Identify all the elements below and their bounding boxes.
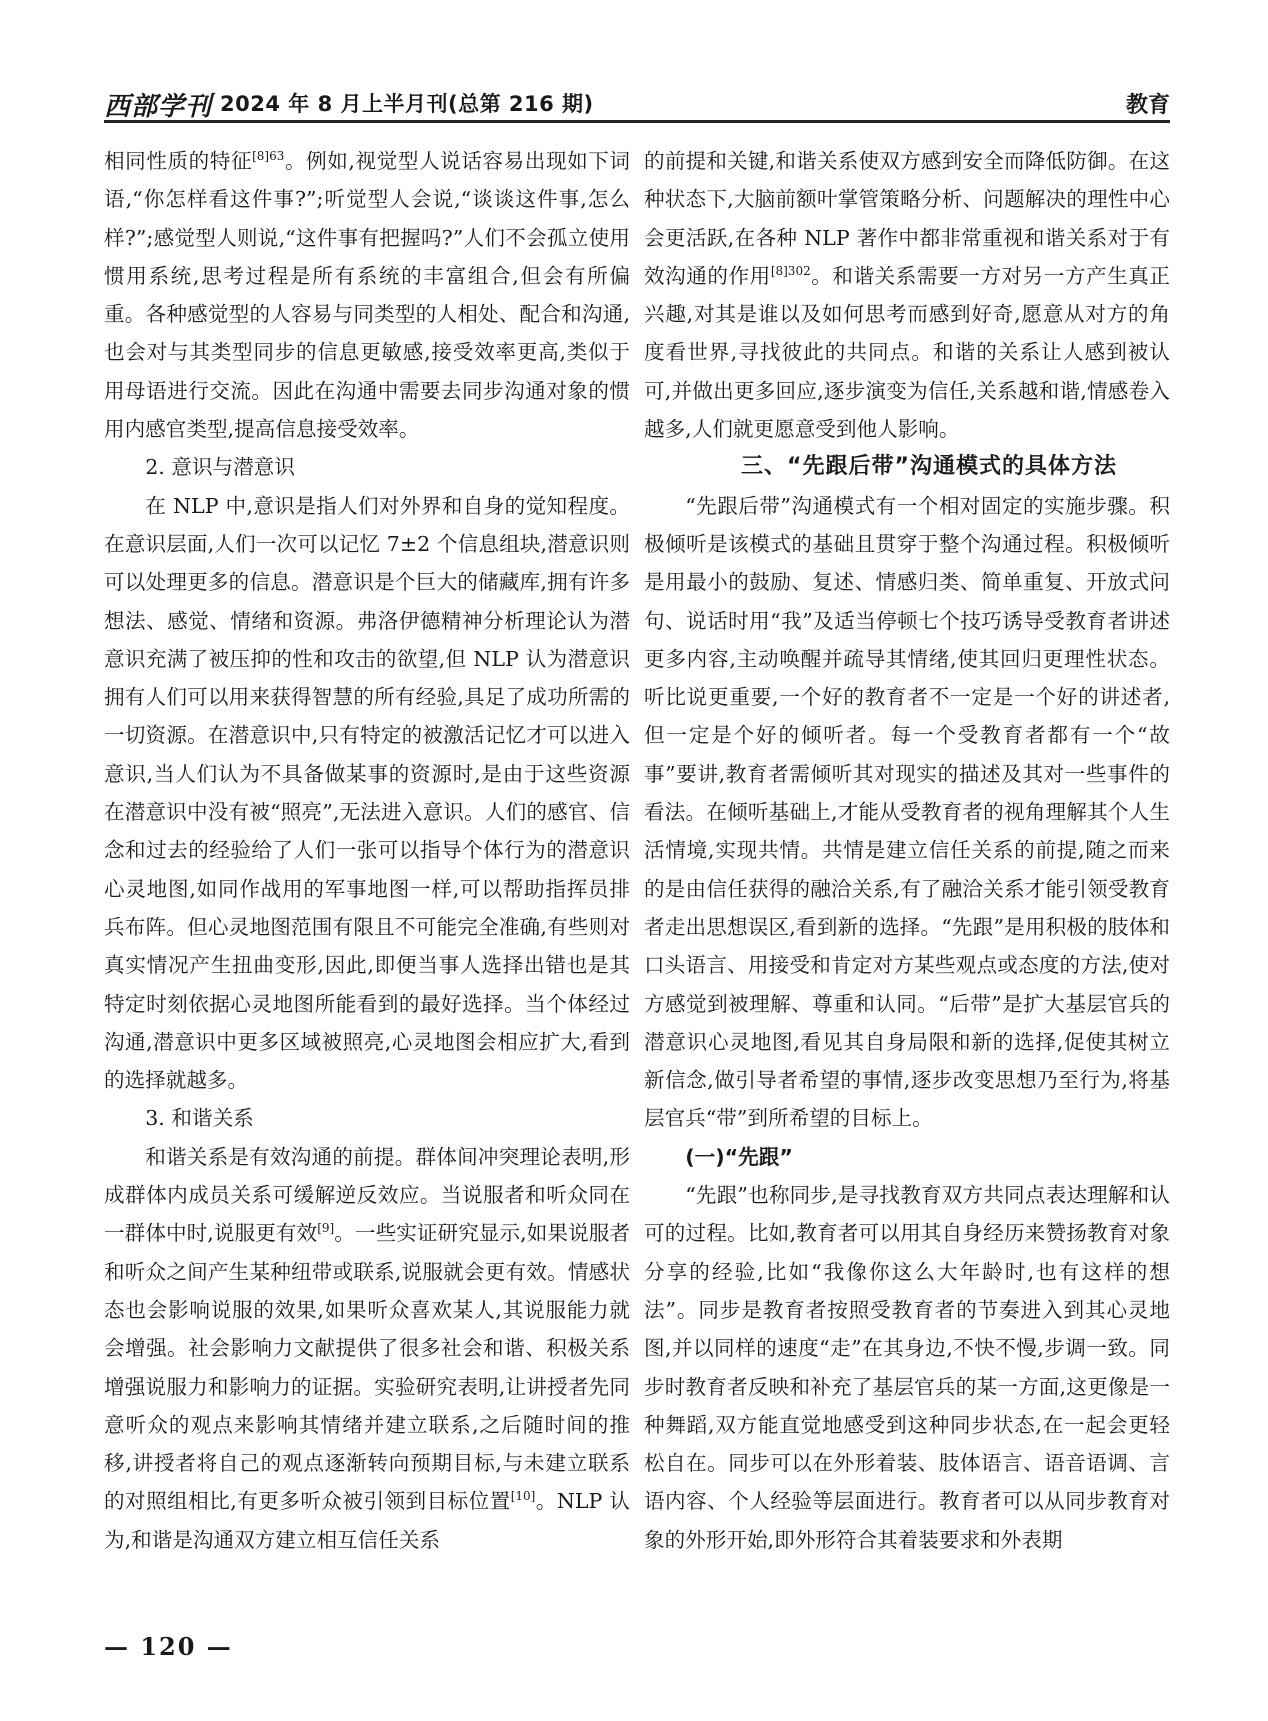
issue-info: 2024 年 8 月上半月刊(总第 216 期): [220, 92, 594, 116]
left-column: [104, 142, 630, 1559]
citation: [10]: [510, 1489, 536, 1504]
page-number: — 120 —: [104, 1632, 233, 1661]
paragraph: [104, 142, 630, 448]
text: 的前提和关键,和谐关系使双方感到安全而降低防御。在这种状态下,大脑前额叶掌管策略分析、问题解决的理性中心会更活跃,在各种 NLP 著作中都非常重视和谐关系对于有效沟通的作用: [644, 149, 1170, 288]
header-rule: [104, 120, 1170, 123]
text: 。一些实证研究显示,如果说服者和听众之间产生某种纽带或联系,说服就会更有效。情感状态也会影响说服的效果,如果听众喜欢某人,其说服能力就会增强。社会影响力文献提供了很多社会和谐、积极关系增强说服力和影响力的证据。实验研究表明,让讲授者先同意听众的观点来影响其情绪并建立联系,之后随时间的推移,讲授者将自己的观点逐渐转向预期目标,与未建立联系的对照组相比,有更多听众被引领到目标位置: [104, 1221, 631, 1514]
running-header: [104, 84, 1170, 122]
subsection-heading: 2. 意识与潜意识: [145, 455, 295, 480]
paragraph: “先跟后带”沟通模式有一个相对固定的实施步骤。积极倾听是该模式的基础且贯穿于整个沟通过程。积极倾听是用最小的鼓励、复述、情感归类、简单重复、开放式问句、说话时用“我”及适当停顿七个技巧诱导受教育者讲述更多内容,主动唤醒并疏导其情绪,使其回归更理性状态。听比说更重要,一个好的教育者不一定是一个好的讲述者,但一定是个好的倾听者。每一个受教育者都有一个“故事”要讲,教育者需倾听其对现实的描述及其对一些事件的看法。在倾听基础上,才能从受教育者的视角理解其个人生活情境,实现共情。共情是建立信任关系的前提,随之而来的是由信任获得的融洽关系,有了融洽关系才能引领受教育者走出思想误区,看到新的选择。“先跟”是用积极的肢体和口头语言、用接受和肯定对方某些观点或态度的方法,使对方感觉到被理解、尊重和认同。“后带”是扩大基层官兵的潜意识心灵地图,看见其自身局限和新的选择,促使其树立新信念,做引导者希望的事情,逐步改变思想乃至行为,将基层官兵“带”到所希望的目标上。: [644, 493, 1170, 1131]
paragraph: [644, 142, 1170, 448]
text: 相同性质的特征: [104, 149, 253, 173]
subsection-heading: 3. 和谐关系: [145, 1106, 254, 1131]
text: 。和谐关系需要一方对另一方产生真正兴趣,对其是谁以及如何思考而感到好奇,愿意从对方的角度看世界,寻找彼此的共同点。和谐的关系让人感到被认可,并做出更多回应,逐步演变为信任,关系越和谐,情感卷入越多,人们就更愿意受到他人影响。: [644, 263, 1171, 442]
subsection-heading: (一)“先跟”: [685, 1144, 793, 1169]
section-tag: 教育: [1125, 93, 1170, 118]
right-column: [644, 142, 1170, 1559]
text: 和谐关系是有效沟通的前提。群体间冲突理论表明,形成群体内成员关系可缓解逆反效应。当说服者和听众同在一群体中时,说服更有效: [104, 1144, 630, 1246]
section-heading: 三、“先跟后带”沟通模式的具体方法: [741, 454, 1117, 480]
citation: [8]63: [252, 149, 285, 164]
paragraph: “先跟”也称同步,是寻找教育双方共同点表达理解和认可的过程。比如,教育者可以用其自身经历来赞扬教育对象分享的经验,比如“我像你这么大年龄时,也有这样的想法”。同步是教育者按照受教育者的节奏进入到其心灵地图,并以同样的速度“走”在其身边,不快不慢,步调一致。同步时教育者反映和补充了基层官兵的某一方面,这更像是一种舞蹈,双方能直觉地感受到这种同步状态,在一起会更轻松自在。同步可以在外形着装、肢体语言、语音语调、言语内容、个人经验等层面进行。教育者可以从同步教育对象的外形开始,即外形符合其着装要求和外表期: [644, 1183, 1170, 1552]
journal-logo: 西部学刊: [104, 92, 213, 122]
paragraph: [104, 1138, 630, 1559]
citation: [9]: [317, 1221, 335, 1236]
text: 。例如,视觉型人说话容易出现如下词语,“你怎样看这件事?”;听觉型人会说,“谈谈这件事,怎么样?”;感觉型人则说,“这件事有把握吗?”人们不会孤立使用惯用系统,思考过程是所有系统的丰富组合,但会有所偏重。各种感觉型的人容易与同类型的人相处、配合和沟通,也会对与其类型同步的信息更敏感,接受效率更高,类似于用母语进行交流。因此在沟通中需要去同步沟通对象的惯用内感官类型,提高信息接受效率。: [104, 149, 631, 442]
text: 。NLP 认为,和谐是沟通双方建立相互信任关系: [104, 1489, 630, 1552]
paragraph: 在 NLP 中,意识是指人们对外界和自身的觉知程度。在意识层面,人们一次可以记忆 7±2 个信息组块,潜意识则可以处理更多的信息。潜意识是个巨大的储藏库,拥有许多想法、感觉、情绪和资源。弗洛伊德精神分析理论认为潜意识充满了被压抑的性和攻击的欲望,但 NLP 认为潜意识拥有人们可以用来获得智慧的所有经验,具足了成功所需的一切资源。在潜意识中,只有特定的被激活记忆才可以进入意识,当人们认为不具备做某事的资源时,是由于这些资源在潜意识中没有被“照亮”,无法进入意识。人们的感官、信念和过去的经验给了人们一张可以指导个体行为的潜意识心灵地图,如同作战用的军事地图一样,可以帮助指挥员排兵布阵。但心灵地图范围有限且不可能完全准确,有些则对真实情况产生扭曲变形,因此,即便当事人选择出错也是其特定时刻依据心灵地图所能看到的最好选择。当个体经过沟通,潜意识中更多区域被照亮,心灵地图会相应扩大,看到的选择就越多。: [104, 493, 630, 1093]
citation: [8]302: [770, 264, 811, 279]
